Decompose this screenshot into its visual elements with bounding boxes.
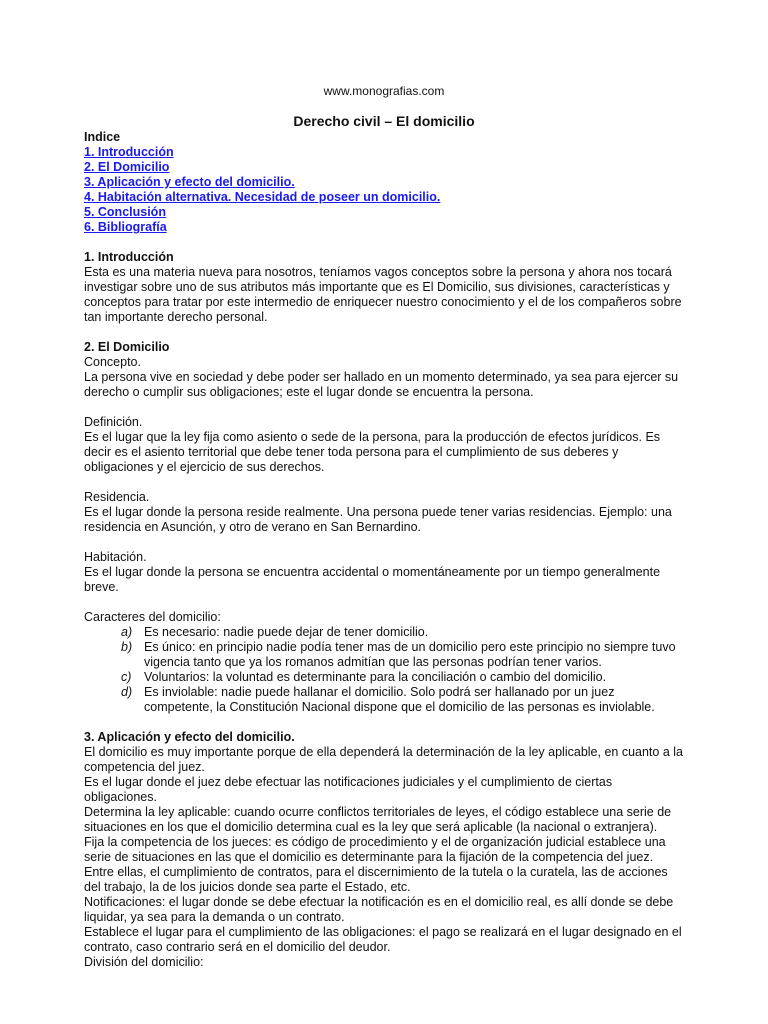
spacer (84, 475, 686, 490)
index-heading: Indice (84, 130, 121, 144)
list-item-text: Es inviolable: nadie puede hallanar el domicilio. Solo podrá ser hallanado por un juez competente, la Constitución Nacional dispone que el domicilio de las personas es inviolable. (144, 685, 655, 714)
spacer (84, 325, 686, 340)
paragraph-aplicacion-3: Determina la ley aplicable: cuando ocurre conflictos territoriales de leyes, el código establece una serie de situaciones en los que el domicilio determina cual es la ley que será aplicable (la nacional o extranjera). (84, 805, 672, 834)
subheading-caracteres: Caracteres del domicilio: (84, 610, 221, 624)
spacer (84, 535, 686, 550)
toc-link-domicilio[interactable]: 2. El Domicilio (84, 160, 170, 174)
paragraph-residencia: Es el lugar donde la persona reside realmente. Una persona puede tener varias residencias. Ejemplo: una residencia en Asunción, y otro de verano en San Bernardino. (84, 505, 672, 534)
subheading-concepto: Concepto. (84, 355, 141, 369)
subheading-residencia: Residencia. (84, 490, 150, 504)
list-item-text: Voluntarios: la voluntad es determinante para la conciliación o cambio del domicilio. (144, 670, 607, 684)
toc-link-introduccion[interactable]: 1. Introducción (84, 145, 174, 159)
paragraph-habitacion: Es el lugar donde la persona se encuentra accidental o momentáneamente por un tiempo generalmente breve. (84, 565, 661, 594)
subheading-definicion: Definición. (84, 415, 143, 429)
toc-link-aplicacion[interactable]: 3. Aplicación y efecto del domicilio. (84, 175, 295, 189)
paragraph-aplicacion-2: Es el lugar donde el juez debe efectuar las notificaciones judiciales y el cumplimiento de ciertas obligaciones. (84, 775, 613, 804)
paragraph-division-label: División del domicilio: (84, 955, 204, 969)
list-item (84, 685, 686, 715)
site-header: www.monografias.com (323, 84, 445, 98)
document-title: Derecho civil – El domicilio (293, 113, 475, 129)
list-marker: d) (121, 685, 133, 699)
list-marker: c) (121, 670, 132, 684)
section-heading-introduccion: 1. Introducción (84, 250, 174, 264)
caracteres-list (84, 625, 686, 715)
section-heading-aplicacion: 3. Aplicación y efecto del domicilio. (84, 730, 295, 744)
toc-link-conclusion[interactable]: 5. Conclusión (84, 205, 166, 219)
spacer (84, 715, 686, 730)
list-item (84, 625, 686, 640)
paragraph-concepto: La persona vive en sociedad y debe poder ser hallado en un momento determinado, ya sea para ejercer su derecho o cumplir sus obligaciones; este el lugar donde se encuentra la persona. (84, 370, 679, 399)
paragraph-aplicacion-6: Establece el lugar para el cumplimiento de las obligaciones: el pago se realizará en el lugar designado en el contrato, caso contrario será en el domicilio del deudor. (84, 925, 682, 954)
paragraph-aplicacion-5: Notificaciones: el lugar donde se debe efectuar la notificación es en el domicilio real, es allí donde se debe liquidar, ya sea para la demanda o un contrato. (84, 895, 674, 924)
list-marker: a) (121, 625, 133, 639)
paragraph-aplicacion-1: El domicilio es muy importante porque de ella dependerá la determinación de la ley aplicable, en cuanto a la competencia del juez. (84, 745, 683, 774)
paragraph-introduccion: Esta es una materia nueva para nosotros, teníamos vagos conceptos sobre la persona y ahora nos tocará investigar sobre uno de sus atributos más importante que es El Domicilio, sus divisiones, características y conceptos para tratar por este intermedio de enriquecer nuestro conocimiento y el de los compañeros sobre tan importante derecho personal. (84, 265, 682, 324)
list-item (84, 640, 686, 670)
document-body (84, 130, 686, 970)
paragraph-definicion: Es el lugar que la ley fija como asiento o sede de la persona, para la producción de efectos jurídicos. Es decir es el asiento territorial que debe tener toda persona para el cumplimiento de sus deberes y obligaciones y el ejercicio de sus derechos. (84, 430, 661, 474)
subheading-habitacion: Habitación. (84, 550, 147, 564)
list-marker: b) (121, 640, 133, 654)
toc-link-habitacion-alternativa[interactable]: 4. Habitación alternativa. Necesidad de poseer un domicilio. (84, 190, 441, 204)
section-heading-domicilio: 2. El Domicilio (84, 340, 170, 354)
list-item (84, 670, 686, 685)
spacer (84, 235, 686, 250)
list-item-text: Es necesario: nadie puede dejar de tener domicilio. (144, 625, 429, 639)
spacer (84, 400, 686, 415)
spacer (84, 595, 686, 610)
paragraph-aplicacion-4: Fija la competencia de los jueces: es código de procedimiento y el de organización judicial establece una serie de situaciones en las que el domicilio es determinante para la fijación de la competencia del juez. Entre ellas, el cumplimiento de contratos, para el discernimiento de la tutela o la curatela, las de acciones del trabajo, la de los juicios donde sea parte el Estado, etc. (84, 835, 668, 894)
table-of-contents (84, 145, 686, 235)
list-item-text: Es único: en principio nadie podía tener mas de un domicilio pero este principio no siempre tuvo vigencia tanto que ya los romanos admitían que las personas podrían tener varios. (144, 640, 676, 669)
toc-link-bibliografia[interactable]: 6. Bibliografía (84, 220, 167, 234)
